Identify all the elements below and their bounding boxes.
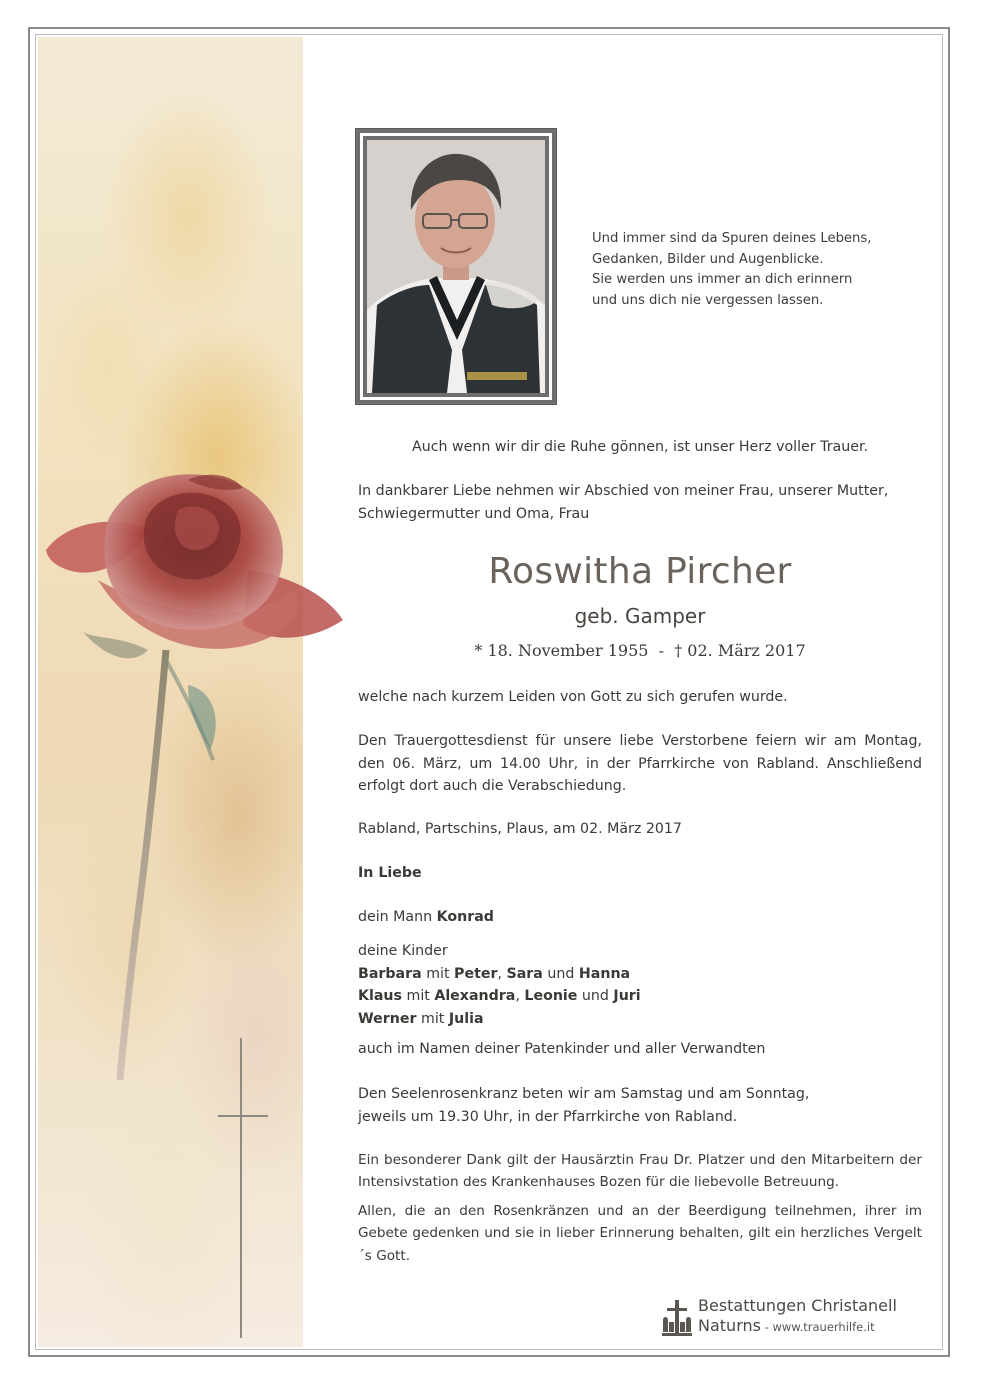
closing-thanks: Allen, die an den Rosenkränzen und an der Beerdigung teilnehmen, ihrer im Gebete gedenken und sie in lieber Erinnerung behalten, gilt ein herzliches Vergelt´s Gott. (358, 1203, 922, 1264)
family-member-name: Sara (506, 965, 543, 982)
maiden-name: geb. Gamper (574, 604, 706, 628)
portrait-inner-border (363, 136, 549, 397)
family-member-name: Peter (454, 965, 498, 982)
child-family-line (358, 963, 922, 986)
portrait-frame (355, 128, 557, 405)
portrait-drawing (367, 140, 545, 393)
undertaker-location: Naturns (698, 1316, 761, 1335)
connector: und (577, 988, 614, 1005)
children-list (358, 940, 922, 1030)
place-and-date: Rabland, Partschins, Plaus, am 02. März 2017 (358, 821, 682, 837)
connector: und (542, 965, 579, 982)
poem-line: und uns dich nie vergessen lassen. (592, 292, 824, 308)
family-member-name: Juri (613, 988, 641, 1005)
connector: , (515, 988, 525, 1005)
rose-illustration (38, 460, 348, 1080)
poem-line: Gedanken, Bilder und Augenblicke. (592, 251, 824, 267)
family-member-name: Hanna (578, 965, 631, 982)
portrait-mat (360, 133, 552, 400)
mourning-quote: Auch wenn wir dir die Ruhe gönnen, ist unser Herz voller Trauer. (412, 439, 868, 455)
farewell-intro: In dankbarer Liebe nehmen wir Abschied von meiner Frau, unserer Mutter, Schwiegermutter und Oma, Frau (358, 483, 889, 522)
children-heading: deine Kinder (358, 943, 448, 959)
husband-line (358, 906, 922, 929)
cross-horizontal-bar (218, 1115, 268, 1117)
connector: mit (421, 965, 455, 982)
husband-name: Konrad (436, 909, 494, 925)
separator: - (760, 1320, 773, 1334)
special-thanks: Ein besonderer Dank gilt der Hausärztin Frau Dr. Platzer und den Mitarbeitern der Intensivstation des Krankenhauses Bozen für die liebevolle Betreuung. (358, 1152, 922, 1191)
memorial-poem (592, 229, 912, 311)
undertaker-website-link[interactable]: www.trauerhilfe.it (772, 1320, 875, 1334)
funeral-service-text: Den Trauergottesdienst für unsere liebe Verstorbene feiern wir am Montag, den 06. März, um 14.00 Uhr, in der Pfarrkirche von Rabland. Anschließend erfolgt dort auch die Verabschiedung. (358, 733, 922, 795)
undertaker-logo-icon (660, 1298, 694, 1338)
poem-line: Sie werden uns immer an dich erinnern (592, 272, 853, 287)
poem-line: Und immer sind da Spuren deines Lebens, (592, 231, 872, 246)
undertaker-name: Bestattungen Christanell (698, 1296, 897, 1315)
family-member-name: Alexandra (434, 988, 516, 1005)
child-name: Barbara (358, 965, 422, 982)
child-name: Klaus (358, 988, 402, 1005)
rosary-info (358, 1083, 922, 1128)
deceased-name: Roswitha Pircher (488, 551, 792, 592)
child-family-line (358, 1008, 922, 1031)
child-name: Werner (358, 1010, 417, 1027)
child-family-line (358, 985, 922, 1008)
portrait-photo (367, 140, 545, 393)
cross-vertical-bar (240, 1038, 242, 1338)
rosary-line: Den Seelenrosenkranz beten wir am Samstag und am Sonntag, (358, 1086, 810, 1102)
connector: mit (401, 988, 435, 1005)
cross-symbol (218, 1038, 268, 1338)
connector: mit (416, 1010, 449, 1027)
in-love-heading: In Liebe (358, 865, 422, 881)
undertaker-location-line (698, 1316, 875, 1337)
relatives-line: auch im Namen deiner Patenkinder und aller Verwandten (358, 1041, 766, 1057)
husband-prefix: dein Mann (358, 909, 437, 925)
rosary-line: jeweils um 19.30 Uhr, in der Pfarrkirche von Rabland. (358, 1108, 738, 1125)
connector: , (497, 965, 507, 982)
family-member-name: Julia (448, 1010, 484, 1027)
life-dates: * 18. November 1955 - † 02. März 2017 (474, 641, 806, 660)
undertaker-signature (660, 1296, 930, 1340)
called-home-text: welche nach kurzem Leiden von Gott zu sich gerufen wurde. (358, 689, 788, 705)
family-member-name: Leonie (524, 988, 578, 1005)
